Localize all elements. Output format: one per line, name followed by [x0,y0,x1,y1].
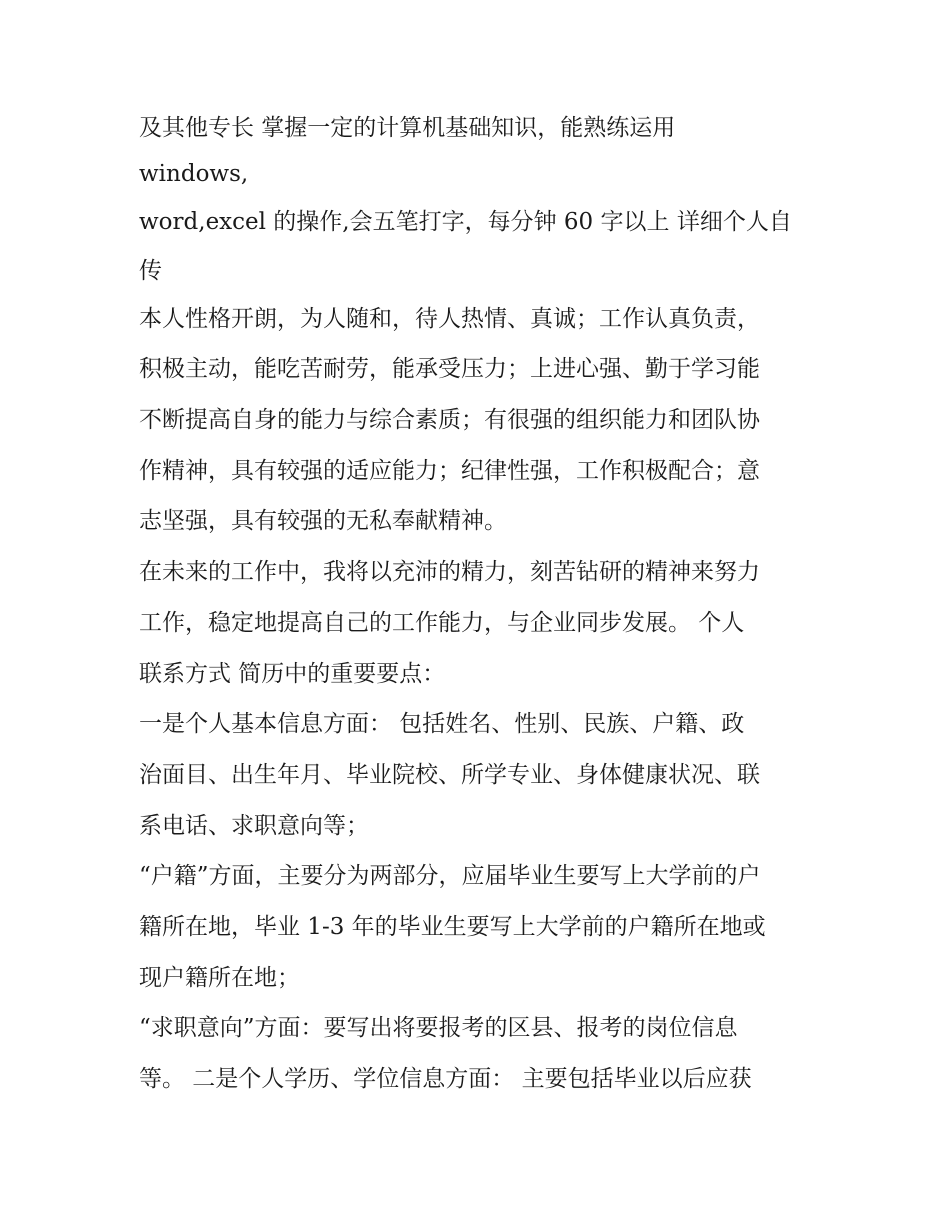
text-line: 志坚强，具有较强的无私奉献精神。 [139,508,507,535]
text-line: 联系方式 简历中的重要要点： [139,660,446,687]
text-line: 在未来的工作中，我将以充沛的精力，刻苦钻研的精神来努力 [139,559,760,586]
text-line: word,excel 的操作,会五笔打字，每分钟 60 字以上 详细个人自 [139,209,792,235]
text-line: 积极主动，能吃苦耐劳，能承受压力；上进心强、勤于学习能 [139,356,760,383]
text-line: windows, [139,161,249,187]
text-line: 工作，稳定地提高自己的工作能力，与企业同步发展。 个人 [139,609,745,636]
text-line: 一是个人基本信息方面： 包括姓名、性别、民族、户籍、政 [139,711,745,738]
text-line: “求职意向”方面：要写出将要报考的区县、报考的岗位信息 [139,1015,738,1042]
text-line: 传 [139,257,162,284]
text-line: 本人性格开朗，为人随和，待人热情、真诚；工作认真负责， [139,305,760,332]
text-line: 现户籍所在地； [139,964,300,991]
text-line: 治面目、出生年月、毕业院校、所学专业、身体健康状况、联 [139,761,760,788]
text-line: “户籍”方面，主要分为两部分，应届毕业生要写上大学前的户 [139,863,761,890]
text-line: 系电话、求职意向等； [139,812,369,839]
text-line: 及其他专长 掌握一定的计算机基础知识，能熟练运用 [139,115,676,141]
text-line: 不断提高自身的能力与综合素质；有很强的组织能力和团队协 [139,407,760,434]
text-line: 等。 二是个人学历、学位信息方面： 主要包括毕业以后应获 [139,1066,752,1092]
text-line: 作精神，具有较强的适应能力；纪律性强，工作积极配合；意 [139,457,760,484]
text-line: 籍所在地，毕业 1-3 年的毕业生要写上大学前的户籍所在地或 [139,913,766,940]
document-text [139,105,829,1105]
